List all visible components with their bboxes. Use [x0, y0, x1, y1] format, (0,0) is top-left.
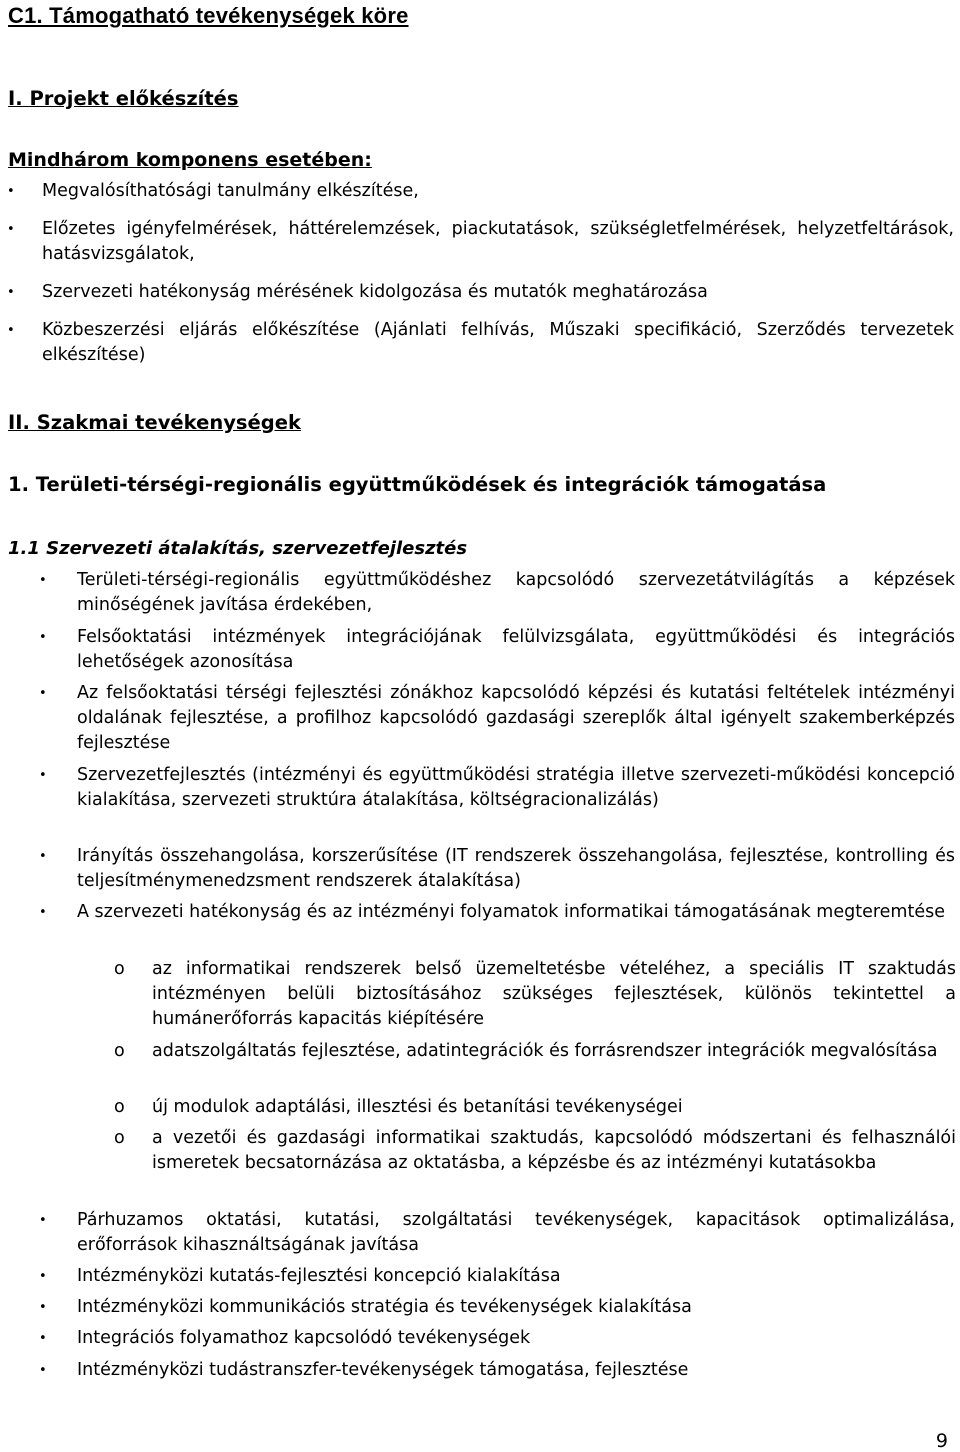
bullet-icon: • [39, 1213, 47, 1228]
circle-bullet-icon: o [114, 959, 125, 979]
circle-bullet-icon: o [114, 1041, 125, 1061]
list-item: • Felsőoktatási intézmények integrációjának felülvizsgálata, együttműködési és integrációs lehetőségek azonosítása [39, 627, 955, 672]
section-heading-szakmai-tevekenysegek: II. Szakmai tevékenységek [8, 411, 301, 434]
bullet-icon: • [7, 184, 15, 199]
bullet-icon: • [39, 630, 47, 645]
bullet-icon: • [39, 573, 47, 588]
page-number: 9 [935, 1430, 948, 1452]
list-item: • Szervezetfejlesztés (intézményi és együttműködési stratégia illetve szervezeti-működési koncepció kialakítása, szervezeti struktúra átalakítása, költségracionalizálás) [39, 765, 955, 810]
list-item: • Közbeszerzési eljárás előkészítése (Ajánlati felhívás, Műszaki specifikáció, Szerződés tervezetek elkészítése) [7, 320, 954, 365]
bullet-icon: • [39, 849, 47, 864]
bullet-icon: • [7, 222, 15, 237]
section-subheading-egyuttmukodesek: 1. Területi-térségi-regionális együttműködések és integrációk támogatása [8, 473, 827, 496]
bullet-icon: • [39, 1363, 47, 1378]
bullet-icon: • [7, 285, 15, 300]
circle-bullet-icon: o [114, 1097, 125, 1117]
bullet-icon: • [39, 686, 47, 701]
list-item: • Intézményközi tudástranszfer-tevékenységek támogatása, fejlesztése [77, 1358, 955, 1383]
bullet-icon: • [39, 1300, 47, 1315]
bullet-icon: • [39, 1331, 47, 1346]
list-item: • Intézményközi kutatás-fejlesztési koncepció kialakítása [77, 1264, 955, 1289]
section-subsubheading-szervezeti-atalakitas: 1.1 Szervezeti átalakítás, szervezetfejlesztés [8, 538, 468, 559]
list-item: • Irányítás összehangolása, korszerűsítése (IT rendszerek összehangolása, fejlesztése, kontrolling és teljesítménymenedzsment rendszerek átalakítása) [39, 846, 955, 891]
section-heading-projekt-elokeszites: I. Projekt előkészítés [8, 87, 239, 110]
list-item: • Szervezeti hatékonyság mérésének kidolgozása és mutatók meghatározása [42, 280, 954, 305]
sub-list-item: o adatszolgáltatás fejlesztése, adatintegrációk és forrásrendszer integrációk megvalósítása [152, 1039, 956, 1064]
list-item: • A szervezeti hatékonyság és az intézményi folyamatok informatikai támogatásának megteremtése [77, 900, 955, 925]
bullet-icon: • [39, 1269, 47, 1284]
list-item: • Párhuzamos oktatási, kutatási, szolgáltatási tevékenységek, kapacitások optimalizálása, erőforrások kihasználtságának javítása [39, 1210, 955, 1255]
section-subheading-mindharom-komponens: Mindhárom komponens esetében: [8, 149, 372, 171]
list-item: • Területi-térségi-regionális együttműködéshez kapcsolódó szervezetátvilágítás a képzések minőségének javítása érdekében, [39, 570, 955, 615]
bullet-icon: • [39, 768, 47, 783]
list-item: • Intézményközi kommunikációs stratégia és tevékenységek kialakítása [77, 1295, 955, 1320]
sub-list-item: o a vezetői és gazdasági informatikai szaktudás, kapcsolódó módszertani és felhasználói ismeretek becsatornázása az oktatásba, a képzésbe és az intézményi kutatásokba [114, 1128, 956, 1173]
sub-list-item: o az informatikai rendszerek belső üzemeltetésbe vételéhez, a speciális IT szaktudás intézményen belüli biztosításához szükséges fejlesztések, különös tekintettel a humánerőforrás kapacitás kiépítésére [114, 959, 956, 1029]
bullet-icon: • [39, 905, 47, 920]
list-item: • Az felsőoktatási térségi fejlesztési zónákhoz kapcsolódó képzési és kutatási feltételek intézményi oldalának fejlesztése, a profilhoz kapcsolódó gazdasági szereplők által igényelt szakemberképzés fejlesztése [39, 683, 955, 753]
list-item: • Előzetes igényfelmérések, háttérelemzések, piackutatások, szükségletfelmérések, helyzetfeltárások, hatásvizsgálatok, [7, 219, 954, 264]
sub-list-item: o új modulok adaptálási, illesztési és betanítási tevékenységei [152, 1095, 956, 1120]
list-item: • Integrációs folyamathoz kapcsolódó tevékenységek [77, 1326, 955, 1351]
list-item: • Megvalósíthatósági tanulmány elkészítése, [42, 179, 954, 204]
bullet-icon: • [7, 323, 15, 338]
document-title: C1. Támogatható tevékenységek köre [8, 3, 409, 28]
circle-bullet-icon: o [114, 1128, 125, 1148]
